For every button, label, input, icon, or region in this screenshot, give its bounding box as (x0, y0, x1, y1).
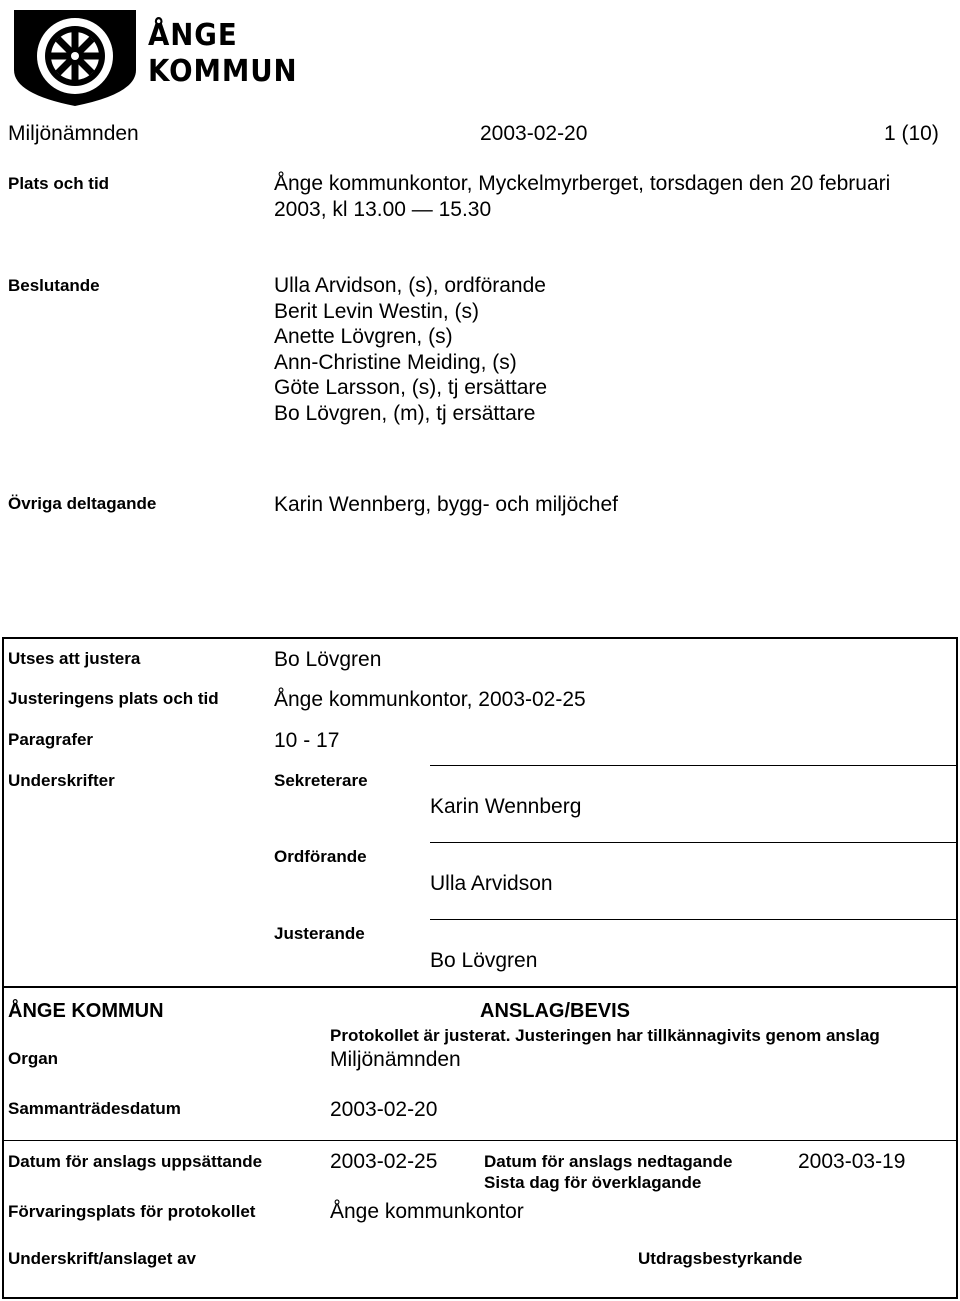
signatures-label: Underskrifter (8, 771, 115, 790)
storage-value: Ånge kommunkontor (330, 1200, 524, 1223)
adjust-box-right-border (956, 637, 958, 986)
appeal-deadline-label: Sista dag för överklagande (484, 1173, 702, 1192)
other-participants-label: Övriga deltagande (8, 494, 157, 513)
secretary-label: Sekreterare (274, 771, 368, 790)
posted-date-label: Datum för anslags uppsättande (8, 1152, 263, 1171)
decider-item: Bo Lövgren, (m), tj ersättare (274, 402, 536, 425)
secretary-signature-line (430, 765, 956, 766)
notice-title: ANSLAG/BEVIS (480, 1000, 631, 1022)
decider-item: Ulla Arvidson, (s), ordförande (274, 274, 546, 297)
notice-box-bottom-border (2, 1297, 958, 1299)
decider-item: Berit Levin Westin, (s) (274, 300, 480, 323)
header-page-number: 1 (10) (884, 122, 939, 145)
decider-item: Göte Larsson, (s), tj ersättare (274, 376, 548, 399)
posted-date-value: 2003-02-25 (330, 1150, 438, 1173)
municipality-logo (10, 8, 140, 108)
secretary-name: Karin Wennberg (430, 795, 582, 818)
organ-value: Miljönämnden (330, 1048, 461, 1071)
adjust-place-time-label: Justeringens plats och tid (8, 689, 219, 708)
adjust-box-top-border (2, 637, 958, 639)
place-value-line2: 2003, kl 13.00 — 15.30 (274, 198, 492, 221)
certified-extract-label: Utdragsbestyrkande (638, 1249, 803, 1268)
wheel-emblem-icon (10, 8, 140, 108)
paragraphs-label: Paragrafer (8, 730, 94, 749)
header-body-name: Miljönämnden (8, 122, 139, 145)
adjuster-name: Bo Lövgren (430, 949, 538, 972)
adjuster-label: Justerande (274, 924, 365, 943)
decider-item: Ann-Christine Meiding, (s) (274, 351, 517, 374)
removed-date-label: Datum för anslags nedtagande (484, 1152, 733, 1171)
chair-signature-line (430, 842, 956, 843)
signed-by-label: Underskrift/anslaget av (8, 1249, 197, 1268)
chair-label: Ordförande (274, 847, 367, 866)
logo-wordmark-line2: KOMMUN (148, 54, 298, 89)
notice-box-right-border (956, 986, 958, 1299)
removed-date-value: 2003-03-19 (798, 1150, 906, 1173)
place-value-line1: Ånge kommunkontor, Myckelmyrberget, torsdagen den 20 februari (274, 172, 891, 195)
appointed-value: Bo Lövgren (274, 648, 382, 671)
adjust-place-time-value: Ånge kommunkontor, 2003-02-25 (274, 688, 586, 711)
organ-label: Organ (8, 1049, 59, 1068)
meeting-date-value: 2003-02-20 (330, 1098, 438, 1121)
other-participants-value: Karin Wennberg, bygg- och miljöchef (274, 493, 618, 516)
appointed-label: Utses att justera (8, 649, 141, 668)
paragraphs-value: 10 - 17 (274, 729, 340, 752)
notice-box-left-border (2, 986, 4, 1299)
notice-statement: Protokollet är justerat. Justeringen har tillkännagivits genom anslag (330, 1026, 880, 1045)
notice-org-title: ÅNGE KOMMUN (8, 1000, 164, 1022)
notice-row-divider (2, 1140, 958, 1141)
adjuster-signature-line (430, 919, 956, 920)
storage-label: Förvaringsplats för protokollet (8, 1202, 256, 1221)
header-date: 2003-02-20 (480, 122, 588, 145)
deciders-label: Beslutande (8, 276, 100, 295)
place-label: Plats och tid (8, 174, 110, 193)
notice-box-top-border (2, 986, 958, 988)
chair-name: Ulla Arvidson (430, 872, 553, 895)
decider-item: Anette Lövgren, (s) (274, 325, 453, 348)
adjust-box-left-border (2, 637, 4, 986)
logo-wordmark-line1: ÅNGE (148, 18, 238, 53)
meeting-date-label: Sammanträdesdatum (8, 1099, 181, 1118)
